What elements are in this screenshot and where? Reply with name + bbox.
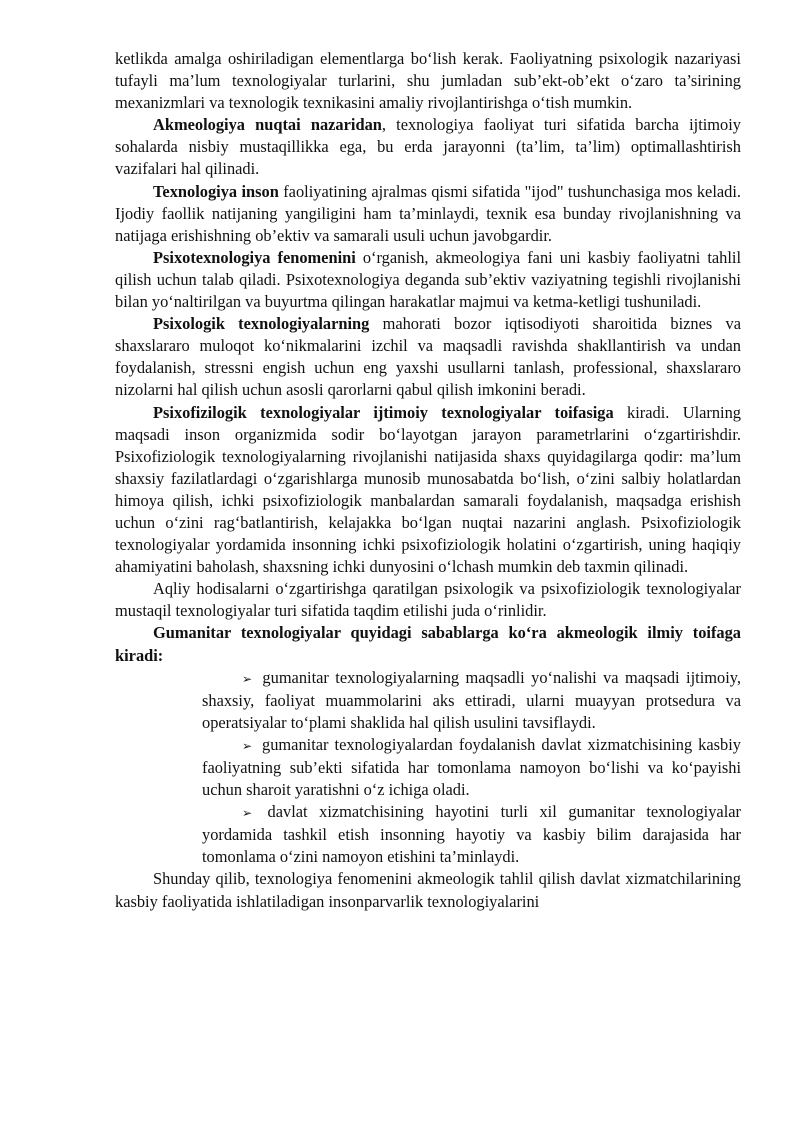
arrow-bullet-icon: ➢ [242, 738, 253, 753]
paragraph-psixologik-texnologiyalar: Psixologik texnologiyalarning mahorati bozor iqtisodiyoti sharoitida biznes va shaxslararo muloqot ko‘nikmalarini izchil va maqsadli ravishda shakllantirish va undan foydalanish, stressni engish uchun eng yaxshi usullarni tanlash, professional, shaxslararo nizolarni hal qilish uchun asosli qarorlarni qabul qilish imkonini beradi. [115, 314, 741, 400]
arrow-bullet-icon: ➢ [242, 806, 253, 821]
term-texnologiya-inson: Texnologiya inson [153, 181, 279, 201]
list-item: ➢ gumanitar texnologiyalarning maqsadli yo‘nalishi va maqsadi ijtimoiy, shaxsiy, faoliyat muammolarini aks ettiradi, ularni muayyan protsedura va operatsiyalar to‘plami shaklida hal qilish usulini tavsiflaydi. [202, 667, 741, 732]
list-item: ➢ davlat xizmatchisining hayotini turli xil gumanitar texnologiyalar yordamida tashkil etish insonning hayotiy va kasbiy bilim darajasida har tomonlama o‘zini namoyon etishini ta’minlaydi. [202, 802, 741, 867]
paragraph-shunday-qilib: Shunday qilib, texnologiya fenomenini akmeologik tahlil qilish davlat xizmatchilarining kasbiy faoliyatida ishlatiladigan insonparvarlik texnologiyalarini [115, 869, 741, 911]
term-psixofizilogik: Psixofizilogik texnologiyalar ijtimoiy texnologiyalar toifasiga [153, 402, 614, 422]
arrow-bullet-icon: ➢ [242, 671, 253, 686]
paragraph-psixofizilogik: Psixofizilogik texnologiyalar ijtimoiy texnologiyalar toifasiga kiradi. Ularning maqsadi inson organizmida sodir bo‘layotgan jarayon parametrlarini o‘zgartirishdir. Psixofiziologik texnologiyalarning rivojlanishi natijasida shaxs quyidagilarga qodir: ma’lum shaxsiy fazilatlardagi o‘zgarishlarga munosib munosabatda bo‘lish, o‘zini salbiy holatlardan himoya qilish, ichki psixofiziologik manbalardan samarali foydalanish, maqsadga erishish uchun o‘zini rag‘batlantirish, kelajakka bo‘lgan nuqtai nazarini anglash. Psixofiziologik texnologiyalar yordamida insonning ichki psixofiziologik holatini o‘zgartirish, uning haqiqiy ahamiyatini baholash, shaxsning ichki dunyosini o‘lchash mumkin deb taxmin qilinadi. [115, 402, 741, 577]
list-item: ➢ gumanitar texnologiyalardan foydalanish davlat xizmatchisining kasbiy faoliyatning sub’ekti sifatida har tomonlama namoyon bo‘lishi va ko‘payishi uchun sharoit yaratishni o‘z ichiga oladi. [202, 734, 741, 800]
paragraph-psixotexnologiya: Psixotexnologiya fenomenini o‘rganish, akmeologiya fani uni kasbiy faoliyatni tahlil qilish uchun talab qiladi. Psixotexnologiya deganda sub’ektiv vaziyatning tegishli rivojlanishi bilan yo‘naltirilgan va buyurtma qilingan harakatlar majmui va ketma-ketligi tushuniladi. [115, 247, 741, 312]
term-akmeologiya: Akmeologiya nuqtai nazaridan [153, 115, 382, 135]
paragraph-continuation: ketlikda amalga oshiriladigan elementlarga bo‘lish kerak. Faoliyatning psixologik nazariyasi tufayli ma’lum texnologiyalar turlarini, shu jumladan sub’ekt-ob’ekt o‘zaro ta’sirining mexanizmlari va texnologik texnikasini amaliy rivojlantirishga o‘tish mumkin. [115, 49, 741, 113]
paragraph-akmeologiya: Akmeologiya nuqtai nazaridan, texnologiya faoliyat turi sifatida barcha ijtimoiy sohalarda nisbiy mustaqillikka ega, bu erda jarayonni (ta’lim, ta’lim) optimallashtirish vazifalari hal qilinadi. [115, 115, 741, 179]
paragraph-gumanitar-heading: Gumanitar texnologiyalar quyidagi sabablarga ko‘ra akmeologik ilmiy toifaga kiradi: [115, 623, 741, 665]
paragraph-texnologiya-inson: Texnologiya inson faoliyatining ajralmas qismi sifatida "ijod" tushunchasiga mos keladi. Ijodiy faollik natijaning yangiligini ham ta’minlaydi, texnik esa bunday rivojlanishning va natijaga erishishning ob’ektiv va samarali usuli uchun javobgardir. [115, 181, 741, 245]
paragraph-aqliy-hodisalar: Aqliy hodisalarni o‘zgartirishga qaratilgan psixologik va psixofiziologik texnologiyalar mustaqil texnologiyalar turi sifatida taqdim etilishi juda o‘rinlidir. [115, 579, 741, 621]
term-psixotexnologiya: Psixotexnologiya fenomenini [153, 247, 356, 267]
term-psixologik-texnologiyalar: Psixologik texnologiyalarning [153, 314, 370, 334]
document-page [115, 48, 741, 913]
bullet-list [202, 667, 741, 869]
